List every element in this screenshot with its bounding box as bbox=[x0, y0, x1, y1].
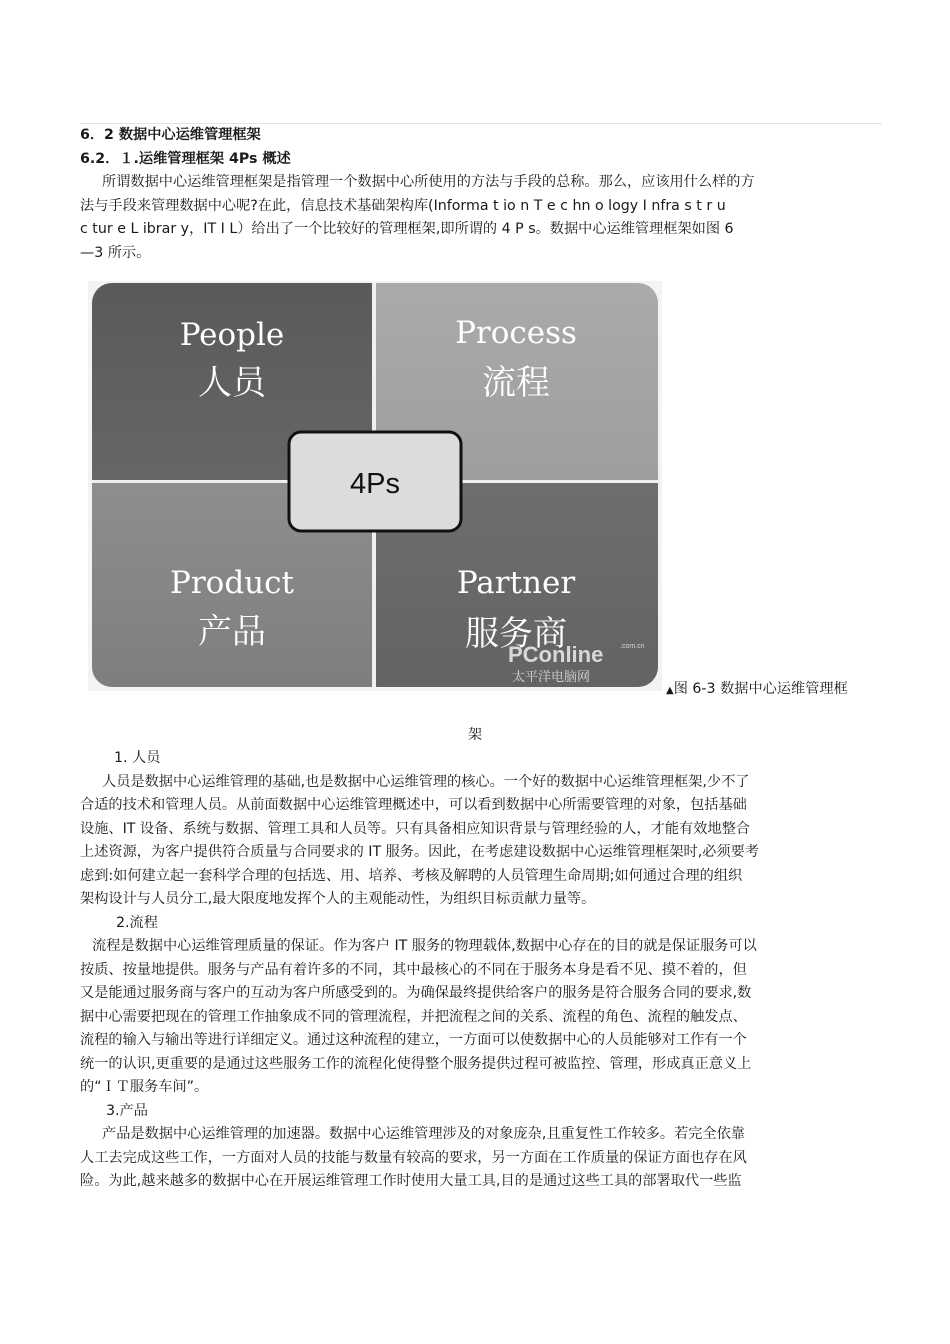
people-line: 上述资源，为客户提供符合质量与合同要求的 IT 服务。因此，在考虑建设数据中心运维管理框架时,必须要考 bbox=[80, 844, 760, 860]
intro-line: —3 所示。 bbox=[80, 244, 151, 261]
process-line: 统一的认识,更重要的是通过这些服务工作的流程化使得整个服务提供过程可被监控、管理，形成真正意义上 bbox=[80, 1055, 752, 1072]
intro-section bbox=[80, 124, 882, 265]
subsection-heading: 6.2．１.运维管理框架 4Ps 概述 bbox=[80, 150, 291, 167]
product-line: 人工去完成这些工作，一方面对人员的技能与数量有较高的要求，另一方面在工作质量的保证方面也存在风 bbox=[80, 1149, 747, 1166]
product-line: 险。为此,越来越多的数据中心在开展运维管理工作时使用大量工具,目的是通过这些工具的部署取代一些监 bbox=[80, 1173, 742, 1189]
process-line: 据中心需要把现在的管理工作抽象成不同的管理流程，并把流程之间的关系、流程的角色、流程的触发点、 bbox=[80, 1008, 747, 1025]
section-people-title: 1. 人员 bbox=[114, 750, 161, 766]
people-line: 合适的技术和管理人员。从前面数据中心运维管理概述中，可以看到数据中心所需要管理的对象，包括基础 bbox=[80, 797, 747, 813]
watermark-cn: 太平洋电脑网 bbox=[512, 670, 591, 685]
watermark-domain: .com.cn bbox=[620, 643, 645, 650]
product-label-en: Product bbox=[170, 565, 294, 601]
figure-4ps-svg bbox=[88, 281, 662, 691]
people-line: 虑到:如何建立起一套科学合理的包括选、用、培养、考核及解聘的人员管理生命周期;如何通过合理的组织 bbox=[80, 867, 743, 884]
figure-caption-continued: 架 bbox=[467, 727, 483, 743]
figure-4ps bbox=[88, 281, 662, 691]
center-label: 4Ps bbox=[350, 468, 400, 500]
process-line: 按质、按量地提供。服务与产品有着许多的不同，其中最核心的不同在于服务本身是看不见、摸不着的，但 bbox=[80, 961, 747, 978]
intro-line: 法与手段来管理数据中心呢?在此，信息技术基础架构库(Informa t io n T e c hn o logy I nfra s t r u bbox=[80, 197, 726, 214]
figure-caption bbox=[666, 678, 848, 698]
intro-line: c tur e L ibrar y，IT I L）给出了一个比较好的管理框架,即所谓的 4 P s。数据中心运维管理框架如图 6 bbox=[80, 221, 734, 237]
process-line: 又是能通过服务商与客户的互动为客户所感受到的。为确保最终提供给客户的服务是符合服务合同的要求,数 bbox=[80, 985, 752, 1001]
partner-label-zh: 服务商 bbox=[465, 614, 567, 654]
intro-line: 所谓数据中心运维管理框架是指管理一个数据中心所使用的方法与手段的总称。那么，应该用什么样的方 bbox=[102, 174, 755, 190]
section-process-title: 2.流程 bbox=[116, 914, 158, 931]
people-label-zh: 人员 bbox=[198, 363, 266, 403]
process-label-zh: 流程 bbox=[482, 363, 550, 403]
caption-text: 图 6-3 数据中心运维管理框 bbox=[673, 681, 848, 697]
process-label-en: Process bbox=[455, 315, 577, 351]
partner-label-en: Partner bbox=[456, 565, 576, 601]
caption-marker-icon: ▲ bbox=[666, 685, 674, 696]
product-line: 产品是数据中心运维管理的加速器。数据中心运维管理涉及的对象庞杂,且重复性工作较多。若完全依靠 bbox=[102, 1126, 745, 1142]
watermark-brand: PConline bbox=[508, 642, 604, 667]
product-label-zh: 产品 bbox=[198, 612, 266, 652]
process-line: 的“ＩＴ服务车间”。 bbox=[80, 1079, 209, 1095]
people-line: 设施、IT 设备、系统与数据、管理工具和人员等。只有具备相应知识背景与管理经验的人，才能有效地整合 bbox=[80, 820, 750, 837]
section-heading: 6．2 数据中心运维管理框架 bbox=[80, 127, 261, 143]
people-label-en: People bbox=[179, 317, 285, 353]
body-sections bbox=[80, 747, 882, 1194]
people-line: 架构设计与人员分工,最大限度地发挥个人的主观能动性，为组织目标贡献力量等。 bbox=[80, 891, 596, 907]
section-product-title: 3.产品 bbox=[106, 1102, 148, 1119]
process-line: 流程的输入与输出等进行详细定义。通过这种流程的建立，一方面可以使数据中心的人员能够对工作有一个 bbox=[80, 1032, 747, 1048]
process-line: 流程是数据中心运维管理质量的保证。作为客户 IT 服务的物理载体,数据中心存在的目的就是保证服务可以 bbox=[92, 938, 757, 954]
people-line: 人员是数据中心运维管理的基础,也是数据中心运维管理的核心。一个好的数据中心运维管理框架,少不了 bbox=[102, 773, 750, 790]
